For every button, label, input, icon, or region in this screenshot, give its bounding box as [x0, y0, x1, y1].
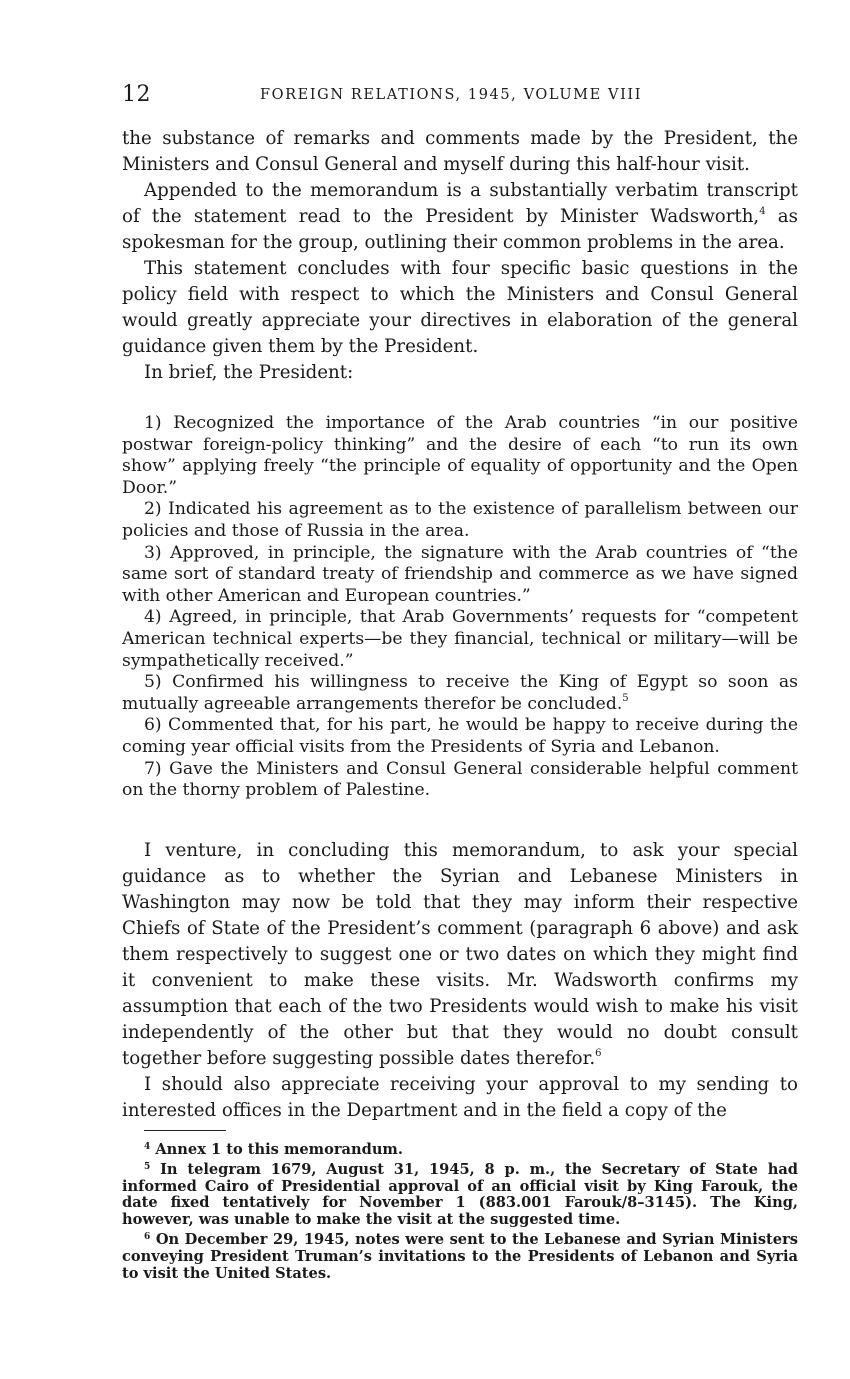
footnote: $^6$ On December 29, 1945, notes were sent to the Lebanese and Syrian Ministers conveying President Truman’s invitations to the Presidents of Lebanon and Syria to visit the United States.: [122, 1230, 798, 1282]
footnote-mark: 5: [144, 1161, 151, 1172]
paragraph: I should also appreciate receiving your approval to my sending to interested offices in the Department and in the field a copy of the: [122, 1074, 798, 1121]
paragraph: Appended to the memorandum is a substantially verbatim transcript of the statement read to the President by Minister Wadsworth,$^4$ as spokesman for the group, outlining their common problems in the area.: [122, 180, 798, 253]
list-item: 4) Agreed, in principle, that Arab Governments’ requests for “competent American technical experts—be they financial, technical or military—will be sympathetically received.”: [122, 607, 798, 671]
numbered-list: [122, 413, 798, 802]
footnote-reference[interactable]: 4: [759, 206, 766, 217]
page-number: 12: [122, 82, 151, 107]
list-item: 3) Approved, in principle, the signature with the Arab countries of “the same sort of standard treaty of friendship and commerce as we have signed with other American and European countries.”: [122, 542, 798, 606]
footnote: $^4$ Annex 1 to this memorandum.: [144, 1141, 403, 1158]
footnote-reference[interactable]: 5: [622, 692, 629, 704]
page-header: [122, 82, 798, 112]
footnote-mark: 6: [144, 1231, 151, 1242]
paragraph: This statement concludes with four specific basic questions in the policy field with respect to which the Ministers and Consul General would greatly appreciate your directives in elaboration of the general guidance given them by the President.: [122, 258, 798, 357]
footnote-divider: [144, 1130, 226, 1131]
footnote-mark: 4: [144, 1142, 151, 1152]
paragraph: the substance of remarks and comments made by the President, the Ministers and Consul General and myself during this half-hour visit.: [122, 128, 798, 175]
footnotes: [122, 1139, 798, 1282]
footnote-reference[interactable]: 6: [595, 1048, 602, 1059]
list-item: 1) Recognized the importance of the Arab countries “in our positive postwar foreign-policy thinking” and the desire of each “to run its own show” applying freely “the principle of equality of opportunity and the Open Door.”: [122, 413, 798, 498]
body-text-bottom: [122, 838, 798, 1124]
list-item: 7) Gave the Ministers and Consul General considerable helpful comment on the thorny problem of Palestine.: [122, 758, 798, 801]
list-item: 2) Indicated his agreement as to the existence of parallelism between our policies and those of Russia in the area.: [122, 499, 798, 541]
list-item: 6) Commented that, for his part, he would be happy to receive during the coming year official visits from the Presidents of Syria and Lebanon.: [122, 715, 798, 757]
body-text-top: [122, 126, 798, 386]
list-item: 5) Confirmed his willingness to receive the King of Egypt so soon as mutually agreeable arrangements therefor be concluded.$^5$: [122, 672, 798, 714]
running-head: FOREIGN RELATIONS, 1945, VOLUME VIII: [260, 87, 643, 103]
paragraph: In brief, the President:: [144, 362, 354, 383]
paragraph: I venture, in concluding this memorandum, to ask your special guidance as to whether the Syrian and Lebanese Ministers in Washington may now be told that they may inform their respective Chiefs of State of the President’s comment (paragraph 6 above) and ask them respectively to suggest one or two dates on which they might find it convenient to make these visits. Mr. Wadsworth confirms my assumption that each of the two Presidents would wish to make his visit independently of the other but that they would no doubt consult together before suggesting possible dates therefor.$^6$: [122, 840, 798, 1069]
footnote: $^5$ In telegram 1679, August 31, 1945, 8 p. m., the Secretary of State had informed Cairo of Presidential approval of an official visit by King Farouk, the date fixed tentatively for November 1 (883.001 Farouk/8–3145). The King, however, was unable to make the visit at the suggested time.: [122, 1160, 798, 1229]
